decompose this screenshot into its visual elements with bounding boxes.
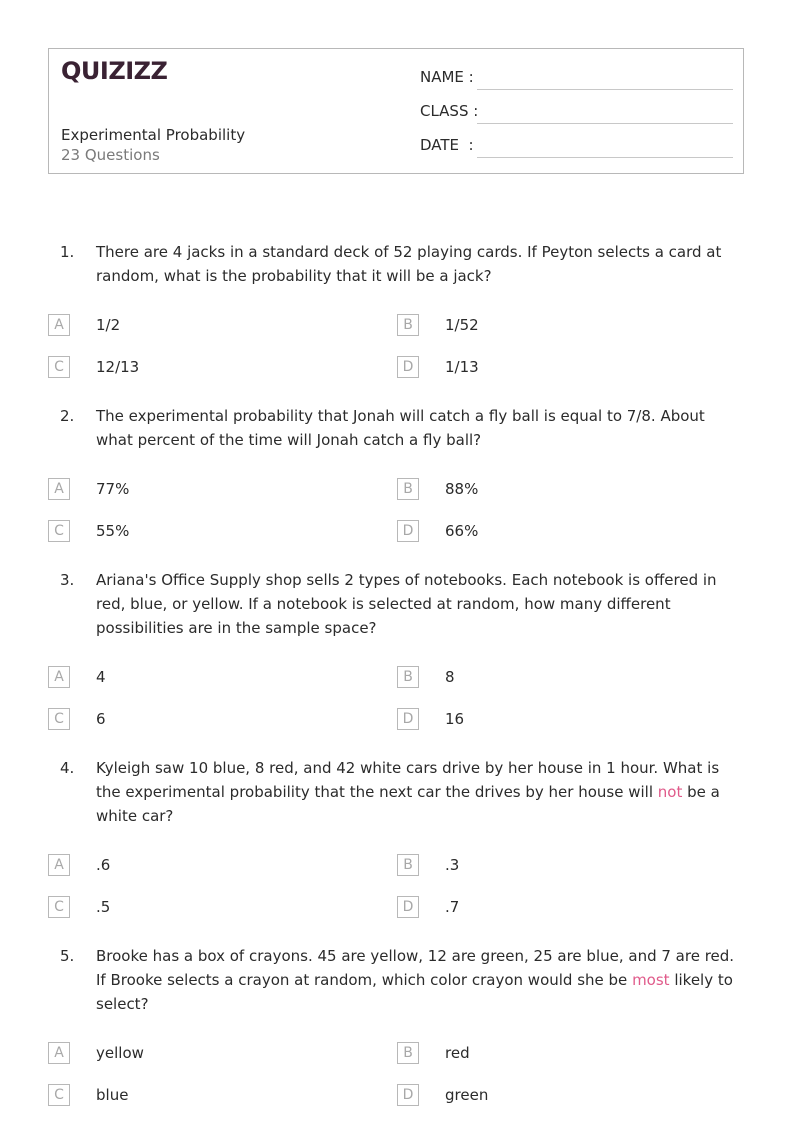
option-b-box[interactable]: B <box>397 854 419 876</box>
option-c-text: 12/13 <box>96 358 140 376</box>
option-a-text: 1/2 <box>96 316 121 334</box>
class-field[interactable] <box>477 123 733 124</box>
question-text: Ariana's Office Supply shop sells 2 types of notebooks. Each notebook is offered in red, blue, or yellow. If a notebook is selected at random, how many different possibilities are in the sample space? <box>96 571 717 637</box>
option-c-box[interactable]: C <box>48 896 70 918</box>
option-a-box[interactable]: A <box>48 314 70 336</box>
option-c-box[interactable]: C <box>48 708 70 730</box>
name-field[interactable] <box>477 89 733 90</box>
option-c-box[interactable]: C <box>48 520 70 542</box>
option-b-text: 8 <box>445 668 455 686</box>
option-c-text: 55% <box>96 522 130 540</box>
option-d-text: 1/13 <box>445 358 479 376</box>
option-a-text: 77% <box>96 480 130 498</box>
option-a-text: yellow <box>96 1044 144 1062</box>
option-d-text: green <box>445 1086 489 1104</box>
worksheet-title: Experimental Probability <box>61 126 246 144</box>
emphasis-word: most <box>632 971 670 989</box>
question-text: Kyleigh saw 10 blue, 8 red, and 42 white cars drive by her house in 1 hour. What is the experimental probability that the next car the drives by her house will not be a white car? <box>96 759 720 825</box>
option-a-box[interactable]: A <box>48 666 70 688</box>
option-b-box[interactable]: B <box>397 1042 419 1064</box>
option-a-box[interactable]: A <box>48 478 70 500</box>
option-c-box[interactable]: C <box>48 356 70 378</box>
option-b-text: 1/52 <box>445 316 479 334</box>
option-b-box[interactable]: B <box>397 314 419 336</box>
option-a-box[interactable]: A <box>48 854 70 876</box>
option-d-box[interactable]: D <box>397 1084 419 1106</box>
option-c-text: blue <box>96 1086 129 1104</box>
option-b-box[interactable]: B <box>397 666 419 688</box>
option-b-text: red <box>445 1044 470 1062</box>
question-number: 1. <box>60 243 75 261</box>
class-label: CLASS : <box>420 102 479 120</box>
option-d-text: 16 <box>445 710 465 728</box>
option-c-text: 6 <box>96 710 106 728</box>
question-count: 23 Questions <box>61 146 160 164</box>
option-d-box[interactable]: D <box>397 356 419 378</box>
option-b-text: .3 <box>445 856 460 874</box>
option-b-box[interactable]: B <box>397 478 419 500</box>
option-d-box[interactable]: D <box>397 708 419 730</box>
question-number: 5. <box>60 947 75 965</box>
option-c-box[interactable]: C <box>48 1084 70 1106</box>
option-d-box[interactable]: D <box>397 520 419 542</box>
question-text: The experimental probability that Jonah will catch a fly ball is equal to 7/8. About what percent of the time will Jonah catch a fly ball? <box>96 407 705 449</box>
quizizz-logo: QUIZIZZ <box>61 57 168 85</box>
date-label: DATE : <box>420 136 474 154</box>
option-c-text: .5 <box>96 898 111 916</box>
option-a-text: 4 <box>96 668 106 686</box>
emphasis-word: not <box>657 783 683 801</box>
question-number: 2. <box>60 407 75 425</box>
date-field[interactable] <box>477 157 733 158</box>
question-number: 3. <box>60 571 75 589</box>
option-d-text: .7 <box>445 898 460 916</box>
option-d-text: 66% <box>445 522 479 540</box>
option-a-text: .6 <box>96 856 111 874</box>
name-label: NAME : <box>420 68 474 86</box>
question-text: There are 4 jacks in a standard deck of 52 playing cards. If Peyton selects a card at random, what is the probability that it will be a jack? <box>96 243 722 285</box>
option-d-box[interactable]: D <box>397 896 419 918</box>
option-b-text: 88% <box>445 480 479 498</box>
question-text: Brooke has a box of crayons. 45 are yellow, 12 are green, 25 are blue, and 7 are red. If Brooke selects a crayon at random, which color crayon would she be most likely to select? <box>96 947 735 1013</box>
worksheet-header <box>48 48 744 174</box>
option-a-box[interactable]: A <box>48 1042 70 1064</box>
question-number: 4. <box>60 759 75 777</box>
